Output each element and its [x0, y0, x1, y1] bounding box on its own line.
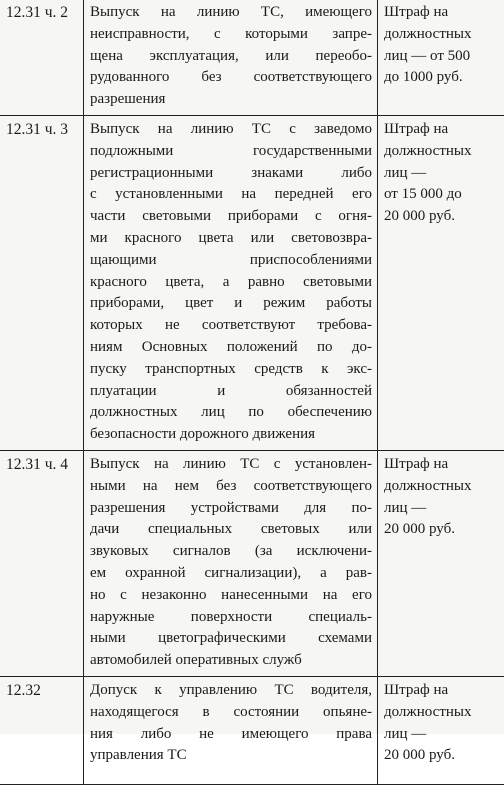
- violation-description-cell: [84, 115, 378, 450]
- penalty-line: от 15 000 до: [384, 184, 504, 206]
- description-line: ниям Основных положений по до-: [90, 337, 372, 359]
- penalty-line: лиц —: [384, 724, 504, 746]
- description-line: управления ТС: [90, 745, 372, 767]
- penalty-cell: [378, 0, 504, 115]
- description-line: разрешения: [90, 89, 372, 111]
- penalty-line: Штраф на: [384, 454, 504, 476]
- violation-description-cell: [84, 0, 378, 115]
- description-line: щающими приспособлениями: [90, 250, 372, 272]
- description-line: должностных лиц по обеспечению: [90, 402, 372, 424]
- penalty-line: должностных: [384, 702, 504, 724]
- description-line: части световыми приборами с огня-: [90, 206, 372, 228]
- penalty-line: лиц —: [384, 163, 504, 185]
- description-line: подложными государственными: [90, 141, 372, 163]
- description-line: безопасности дорожного движения: [90, 424, 372, 446]
- description-line: ем охранной сигнализации), а рав-: [90, 563, 372, 585]
- description-line: разрешения устройствами для по-: [90, 498, 372, 520]
- table-row: [0, 450, 504, 676]
- description-line: дачи специальных световых или: [90, 519, 372, 541]
- article-cell: [0, 0, 84, 115]
- description-line: автомобилей оперативных служб: [90, 650, 372, 672]
- penalty-cell: [378, 450, 504, 676]
- penalty-line: 20 000 руб.: [384, 206, 504, 228]
- article-number: 12.31 ч. 3: [6, 121, 68, 138]
- penalty-line: 20 000 руб.: [384, 519, 504, 541]
- penalty-cell: [378, 115, 504, 450]
- penalty-line: Штраф на: [384, 119, 504, 141]
- penalty-line: до 1000 руб.: [384, 67, 504, 89]
- description-line: но с незаконно нанесенными на его: [90, 585, 372, 607]
- table-row: [0, 676, 504, 784]
- penalty-cell: [378, 676, 504, 784]
- description-line: пуску транспортных средств к экс-: [90, 359, 372, 381]
- description-line: регистрационными знаками либо: [90, 163, 372, 185]
- description-line: ными на нем без соответствующего: [90, 476, 372, 498]
- description-line: ными цветографическими схемами: [90, 628, 372, 650]
- penalty-line: Штраф на: [384, 680, 504, 702]
- description-line: Выпуск на линию ТС с заведомо: [90, 119, 372, 141]
- description-line: ния либо не имеющего права: [90, 724, 372, 746]
- description-line: щена эксплуатация, или переобо-: [90, 46, 372, 68]
- description-line: Допуск к управлению ТС водителя,: [90, 680, 372, 702]
- description-line: неисправности, с которыми запре-: [90, 24, 372, 46]
- penalty-line: должностных: [384, 141, 504, 163]
- table-row: [0, 115, 504, 450]
- penalty-line: должностных: [384, 476, 504, 498]
- article-number: 12.31 ч. 4: [6, 456, 68, 473]
- description-line: Выпуск на линию ТС с установлен-: [90, 454, 372, 476]
- article-number: 12.31 ч. 2: [6, 4, 68, 21]
- penalty-line: Штраф на: [384, 2, 504, 24]
- description-line: красного цвета, а равно световыми: [90, 272, 372, 294]
- description-line: плуатации и обязанностей: [90, 381, 372, 403]
- description-line: Выпуск на линию ТС, имеющего: [90, 2, 372, 24]
- description-line: рудованного без соответствующего: [90, 67, 372, 89]
- violation-description-cell: [84, 450, 378, 676]
- description-line: которых не соответствуют требова-: [90, 315, 372, 337]
- description-line: приборами, цвет и режим работы: [90, 293, 372, 315]
- violation-description-cell: [84, 676, 378, 784]
- article-cell: [0, 450, 84, 676]
- description-line: звуковых сигналов (за исключени-: [90, 541, 372, 563]
- description-line: ми красного цвета или световозвра-: [90, 228, 372, 250]
- table-row: [0, 0, 504, 115]
- description-line: наружные поверхности специаль-: [90, 607, 372, 629]
- description-line: находящегося в состоянии опьяне-: [90, 702, 372, 724]
- description-line: с установленными на передней его: [90, 184, 372, 206]
- penalty-line: должностных: [384, 24, 504, 46]
- article-cell: [0, 676, 84, 784]
- article-cell: [0, 115, 84, 450]
- article-number: 12.32: [6, 682, 41, 699]
- penalty-line: лиц —: [384, 498, 504, 520]
- penalty-line: лиц — от 500: [384, 46, 504, 68]
- penalty-line: 20 000 руб.: [384, 745, 504, 767]
